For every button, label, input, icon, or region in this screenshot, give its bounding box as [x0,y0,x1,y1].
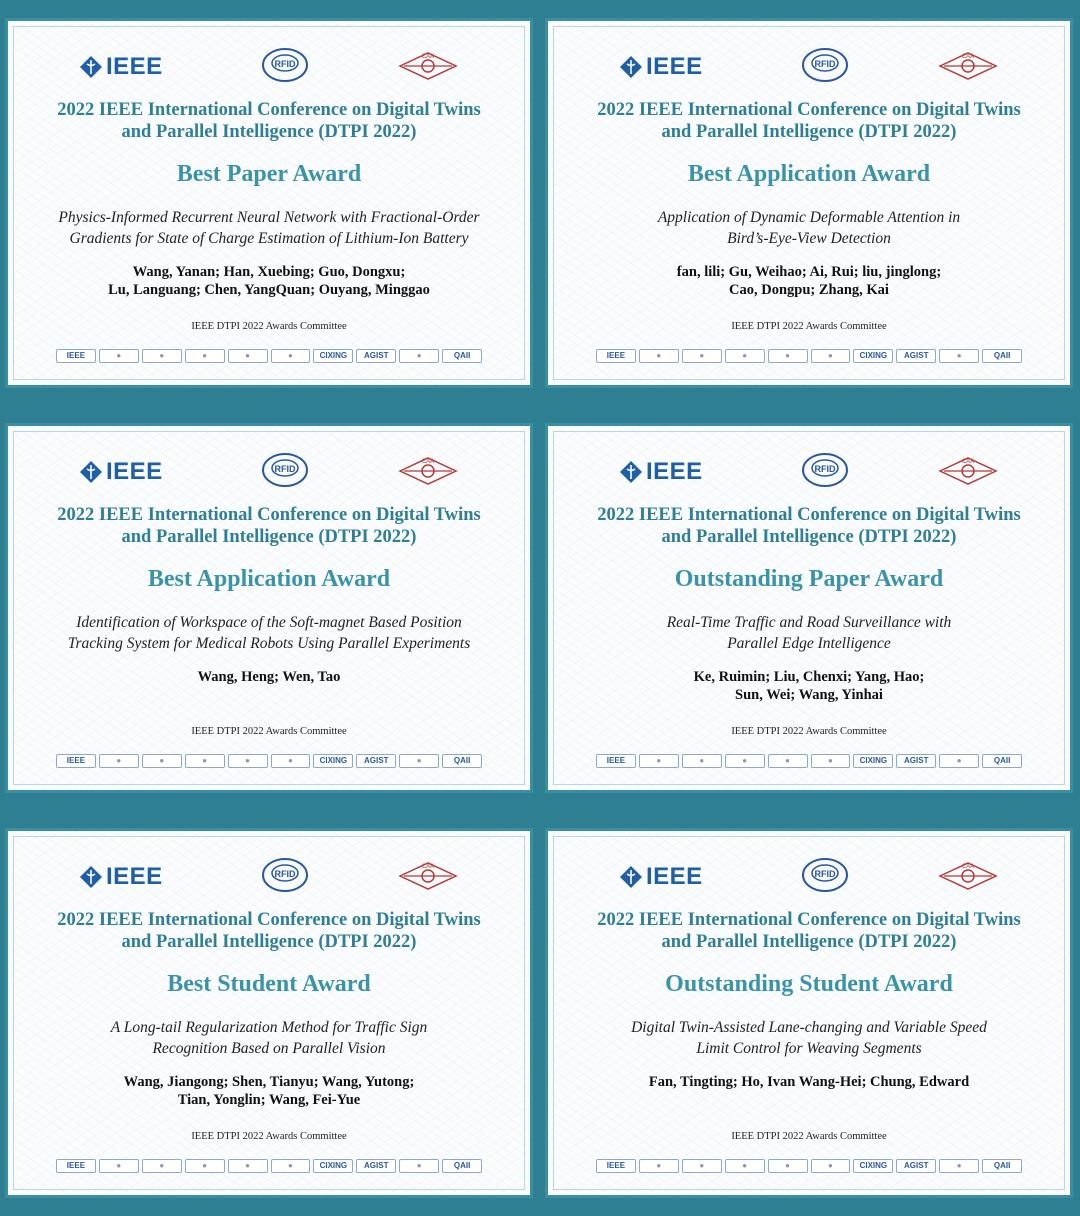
award-title: Outstanding Paper Award [674,566,944,592]
sponsor-logo: AGIST [356,1159,396,1173]
sponsor-logo [725,754,765,768]
sponsor-logo-strip [596,349,1022,365]
sponsor-logo [811,754,851,768]
svg-text:CAA: CAA [961,864,975,870]
rfid-logo [800,47,850,87]
sponsor-logo [228,349,268,363]
sponsor-logo [185,349,225,363]
svg-text:CAA: CAA [961,54,975,60]
authors: Wang, Yanan; Han, Xuebing; Guo, Dongxu; Lu, Languang; Chen, YangQuan; Ouyang, Minggao [108,264,430,298]
sponsor-logo [99,349,139,363]
sponsor-logo-strip [56,754,482,770]
paper-title: A Long-tail Regularization Method for Traffic Sign Recognition Based on Parallel Vision [110,1019,428,1057]
rfid-logo [800,857,850,897]
committee-signature: IEEE DTPI 2022 Awards Committee [731,726,887,737]
sponsor-logo [939,349,979,363]
sponsor-logo: QAII [982,754,1022,768]
sponsor-logo [99,1159,139,1173]
sponsor-logo [682,349,722,363]
sponsor-logo [768,349,808,363]
sponsor-logo [271,349,311,363]
sponsor-logo [142,754,182,768]
paper-title: Identification of Workspace of the Soft-magnet Based Position Tracking System for Medical Robots Using Parallel Experiments [67,614,471,652]
sponsor-logo [725,349,765,363]
conference-title: 2022 IEEE International Conference on Digital Twins and Parallel Intelligence (DTPI 2022) [597,100,1021,142]
authors: Wang, Jiangong; Shen, Tianyu; Wang, Yutong; Tian, Yonglin; Wang, Fei-Yue [123,1074,415,1108]
svg-text:RFID: RFID [814,59,836,69]
sponsor-logo [271,1159,311,1173]
sponsor-logo [99,754,139,768]
sponsor-logo: IEEE [596,754,636,768]
sponsor-logo: AGIST [896,1159,936,1173]
conference-title: 2022 IEEE International Conference on Digital Twins and Parallel Intelligence (DTPI 2022) [57,100,481,142]
sponsor-logo: CIXING [853,349,893,363]
rfid-logo [260,47,310,87]
award-certificate [5,423,533,793]
sponsor-logo: CIXING [313,1159,353,1173]
committee-signature: IEEE DTPI 2022 Awards Committee [731,1131,887,1142]
sponsor-logo [725,1159,765,1173]
award-certificate [545,423,1073,793]
sponsor-logo-strip [596,754,1022,770]
svg-text:RFID: RFID [814,464,836,474]
sponsor-logo: CIXING [853,1159,893,1173]
sponsor-logo: QAII [442,1159,482,1173]
sponsor-logo: IEEE [56,754,96,768]
logo-row [548,452,1070,492]
svg-text:RFID: RFID [814,869,836,879]
logo-row [548,857,1070,897]
conference-title: 2022 IEEE International Conference on Digital Twins and Parallel Intelligence (DTPI 2022) [57,910,481,952]
paper-title: Physics-Informed Recurrent Neural Network with Fractional-Order Gradients for State of Charge Estimation of Lithium-Ion Battery [58,209,480,247]
sponsor-logo [399,1159,439,1173]
ieee-diamond-icon [620,866,642,888]
caa-logo [936,859,1000,893]
sponsor-logo: CIXING [313,349,353,363]
sponsor-logo: IEEE [56,1159,96,1173]
sponsor-logo [185,754,225,768]
sponsor-logo: CIXING [853,754,893,768]
ieee-logo: IEEE [80,53,163,81]
sponsor-logo [939,754,979,768]
ieee-diamond-icon [620,461,642,483]
svg-text:CAA: CAA [961,459,975,465]
sponsor-logo [682,754,722,768]
logo-row [8,857,530,897]
sponsor-logo [228,1159,268,1173]
logo-row [8,452,530,492]
award-title: Best Application Award [147,566,391,592]
committee-signature: IEEE DTPI 2022 Awards Committee [191,1131,347,1142]
sponsor-logo: AGIST [356,349,396,363]
svg-text:RFID: RFID [274,869,296,879]
ieee-logo: IEEE [620,863,703,891]
ieee-logo: IEEE [620,458,703,486]
sponsor-logo: AGIST [356,754,396,768]
paper-title: Real-Time Traffic and Road Surveillance with Parallel Edge Intelligence [666,614,952,652]
sponsor-logo: QAII [442,754,482,768]
caa-logo [396,859,460,893]
sponsor-logo [768,1159,808,1173]
sponsor-logo [811,1159,851,1173]
sponsor-logo: QAII [442,349,482,363]
award-title: Outstanding Student Award [665,971,953,997]
rfid-logo [260,857,310,897]
paper-title: Application of Dynamic Deformable Attention in Bird’s-Eye-View Detection [657,209,961,247]
sponsor-logo: QAII [982,1159,1022,1173]
sponsor-logo: CIXING [313,754,353,768]
sponsor-logo [682,1159,722,1173]
sponsor-logo: IEEE [596,1159,636,1173]
sponsor-logo [639,1159,679,1173]
award-title: Best Application Award [687,161,931,187]
award-certificate [5,828,533,1198]
award-title: Best Student Award [167,971,371,997]
award-certificate [545,828,1073,1198]
conference-title: 2022 IEEE International Conference on Digital Twins and Parallel Intelligence (DTPI 2022) [57,505,481,547]
sponsor-logo [639,349,679,363]
svg-text:CAA: CAA [421,54,435,60]
conference-title: 2022 IEEE International Conference on Digital Twins and Parallel Intelligence (DTPI 2022) [597,910,1021,952]
rfid-logo [800,452,850,492]
rfid-logo [260,452,310,492]
sponsor-logo [768,754,808,768]
sponsor-logo [639,754,679,768]
svg-text:RFID: RFID [274,464,296,474]
conference-title: 2022 IEEE International Conference on Digital Twins and Parallel Intelligence (DTPI 2022) [597,505,1021,547]
ieee-diamond-icon [80,866,102,888]
ieee-logo: IEEE [80,458,163,486]
sponsor-logo-strip [596,1159,1022,1175]
sponsor-logo: AGIST [896,349,936,363]
logo-row [8,47,530,87]
committee-signature: IEEE DTPI 2022 Awards Committee [191,726,347,737]
authors: fan, lili; Gu, Weihao; Ai, Rui; liu, jinglong; Cao, Dongpu; Zhang, Kai [676,264,942,298]
caa-logo [936,49,1000,83]
sponsor-logo-strip [56,349,482,365]
sponsor-logo: IEEE [56,349,96,363]
ieee-logo: IEEE [620,53,703,81]
committee-signature: IEEE DTPI 2022 Awards Committee [191,321,347,332]
ieee-diamond-icon [80,461,102,483]
award-certificate [545,18,1073,388]
svg-text:CAA: CAA [421,864,435,870]
ieee-diamond-icon [80,56,102,78]
sponsor-logo [811,349,851,363]
ieee-logo: IEEE [80,863,163,891]
sponsor-logo: QAII [982,349,1022,363]
award-certificate [5,18,533,388]
ieee-diamond-icon [620,56,642,78]
caa-logo [936,454,1000,488]
logo-row [548,47,1070,87]
sponsor-logo: IEEE [596,349,636,363]
sponsor-logo [939,1159,979,1173]
sponsor-logo [142,349,182,363]
paper-title: Digital Twin-Assisted Lane-changing and Variable Speed Limit Control for Weaving Segments [631,1019,987,1057]
authors: Ke, Ruimin; Liu, Chenxi; Yang, Hao; Sun, Wei; Wang, Yinhai [693,669,925,703]
sponsor-logo [228,754,268,768]
caa-logo [396,454,460,488]
authors: Fan, Tingting; Ho, Ivan Wang-Hei; Chung, Edward [648,1074,970,1090]
caa-logo [396,49,460,83]
svg-text:CAA: CAA [421,459,435,465]
award-title: Best Paper Award [176,161,362,187]
sponsor-logo-strip [56,1159,482,1175]
svg-text:RFID: RFID [274,59,296,69]
sponsor-logo [185,1159,225,1173]
sponsor-logo [399,349,439,363]
committee-signature: IEEE DTPI 2022 Awards Committee [731,321,887,332]
sponsor-logo [399,754,439,768]
sponsor-logo: AGIST [896,754,936,768]
sponsor-logo [271,754,311,768]
sponsor-logo [142,1159,182,1173]
authors: Wang, Heng; Wen, Tao [197,669,341,685]
